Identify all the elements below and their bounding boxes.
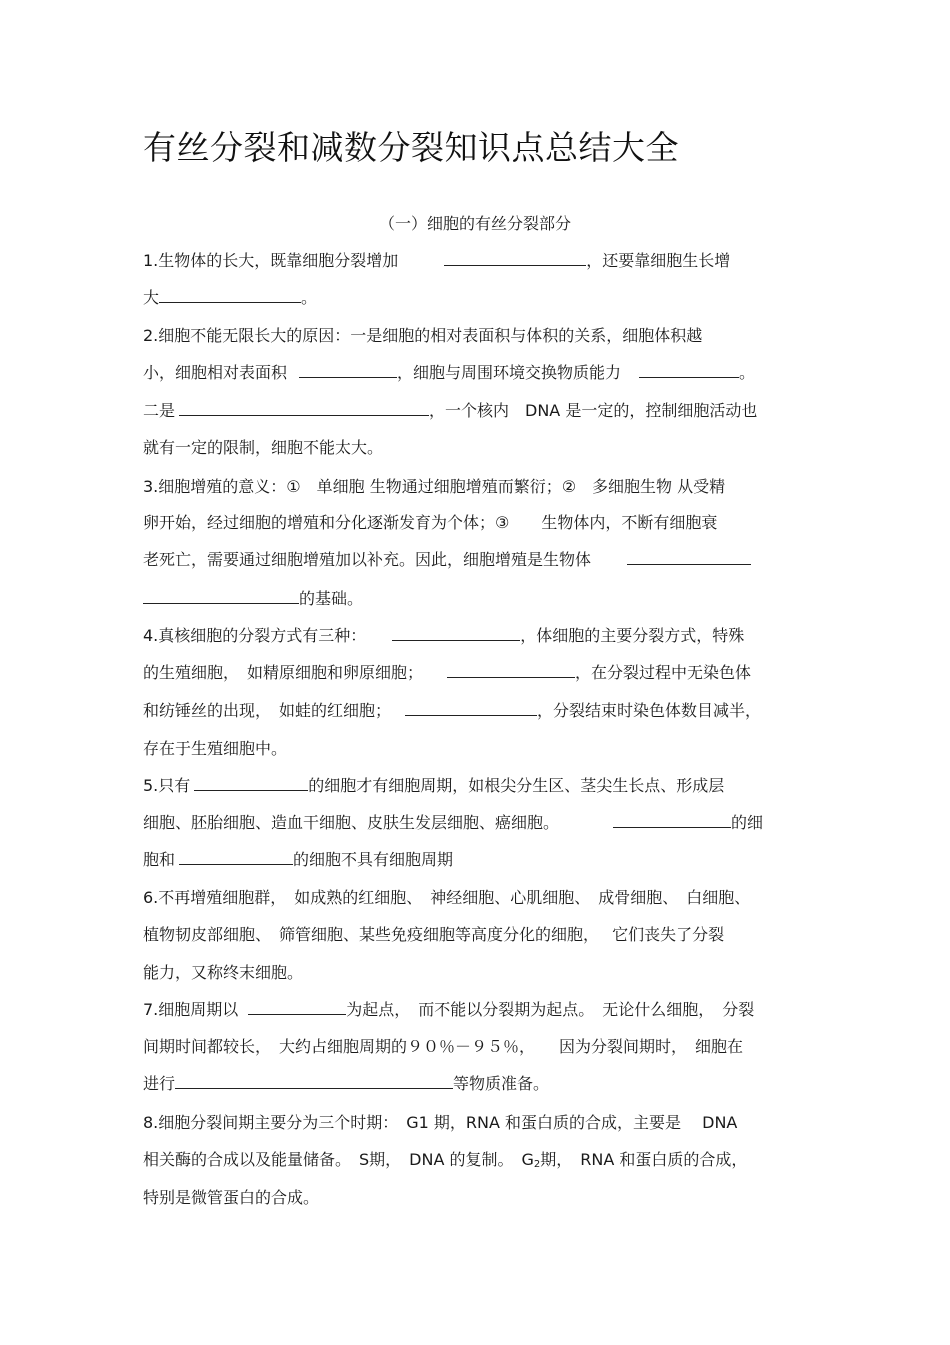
text-line: 的基础。 <box>143 588 363 610</box>
page-title: 有丝分裂和减数分裂知识点总结大全 <box>143 128 679 167</box>
text-line: 卵开始，经过细胞的增殖和分化逐渐发育为个体；③ 生物体内，不断有细胞衰 <box>143 513 718 532</box>
text-line: 4.真核细胞的分裂方式有三种： ，体细胞的主要分裂方式，特殊 <box>143 626 745 645</box>
text-line: 6.不再增殖细胞群， 如成熟的红细胞、 神经细胞、心肌细胞、 成骨细胞、 白细胞、 <box>143 888 751 907</box>
text-line: 大 。 <box>143 288 318 307</box>
fill-blank <box>392 626 520 641</box>
text-line: 二是 ，一个核内 DNA 是一定的，控制细胞活动也 <box>143 401 758 420</box>
fill-blank <box>639 363 739 378</box>
text-line: 的生殖细胞， 如精原细胞和卵原细胞； ，在分裂过程中无染色体 <box>143 663 752 682</box>
text-line: 1.生物体的长大，既靠细胞分裂增加 ，还要靠细胞生长增 <box>143 251 731 270</box>
fill-blank <box>444 251 586 266</box>
text-line: 能力，又称终末细胞。 <box>143 963 304 982</box>
text-line: 小，细胞相对表面积 ，细胞与周围环境交换物质能力 。 <box>143 363 756 382</box>
text-line: 和纺锤丝的出现， 如蛙的红细胞； ，分裂结束时染色体数目减半， <box>143 701 762 720</box>
fill-blank <box>248 1000 346 1015</box>
fill-blank <box>194 776 308 791</box>
text-line: 胞和 的细胞不具有细胞周期 <box>143 850 454 869</box>
text-line: 相关酶的合成以及能量储备。 S期， DNA 的复制。 $G_2$期， RNA 和蛋白质的合成， <box>143 1150 748 1170</box>
text-line: 3.细胞增殖的意义：① 单细胞 生物通过细胞增殖而繁衍；② 多细胞生物 从受精 <box>143 477 726 496</box>
fill-blank <box>299 363 397 378</box>
text-line: 老死亡，需要通过细胞增殖加以补充。因此，细胞增殖是生物体 <box>143 549 751 571</box>
text-line: 细胞、胚胎细胞、造血干细胞、皮肤生发层细胞、癌细胞。 的细 <box>143 813 764 832</box>
fill-blank <box>175 1074 453 1089</box>
fill-blank <box>179 401 429 416</box>
text-line: 存在于生殖细胞中。 <box>143 739 288 758</box>
section-heading: （一）细胞的有丝分裂部分 <box>378 214 571 233</box>
text-line: 间期时间都较长， 大约占细胞周期的９０％－９５％， 因为分裂间期时， 细胞在 <box>143 1037 744 1056</box>
fill-blank <box>143 589 299 604</box>
fill-blank <box>627 550 751 565</box>
fill-blank <box>613 813 731 828</box>
text-line: 特别是微管蛋白的合成。 <box>143 1188 320 1207</box>
text-line: 植物韧皮部细胞、 筛管细胞、某些免疫细胞等高度分化的细胞， 它们丧失了分裂 <box>143 925 725 944</box>
fill-blank <box>159 288 301 303</box>
text-line: 5.只有 的细胞才有细胞周期，如根尖分生区、茎尖生长点、形成层 <box>143 776 725 795</box>
fill-blank <box>179 850 293 865</box>
text-line: 8.细胞分裂间期主要分为三个时期： G1 期，RNA 和蛋白质的合成，主要是 DNA <box>143 1113 738 1132</box>
text-line: 进行 等物质准备。 <box>143 1074 550 1093</box>
text-line: 2.细胞不能无限长大的原因：一是细胞的相对表面积与体积的关系，细胞体积越 <box>143 326 703 345</box>
text-line: 7.细胞周期以 为起点， 而不能以分裂期为起点。 无论什么细胞， 分裂 <box>143 1000 755 1019</box>
fill-blank <box>405 701 537 716</box>
text-line: 就有一定的限制，细胞不能太大。 <box>143 438 384 457</box>
fill-blank <box>447 663 575 678</box>
